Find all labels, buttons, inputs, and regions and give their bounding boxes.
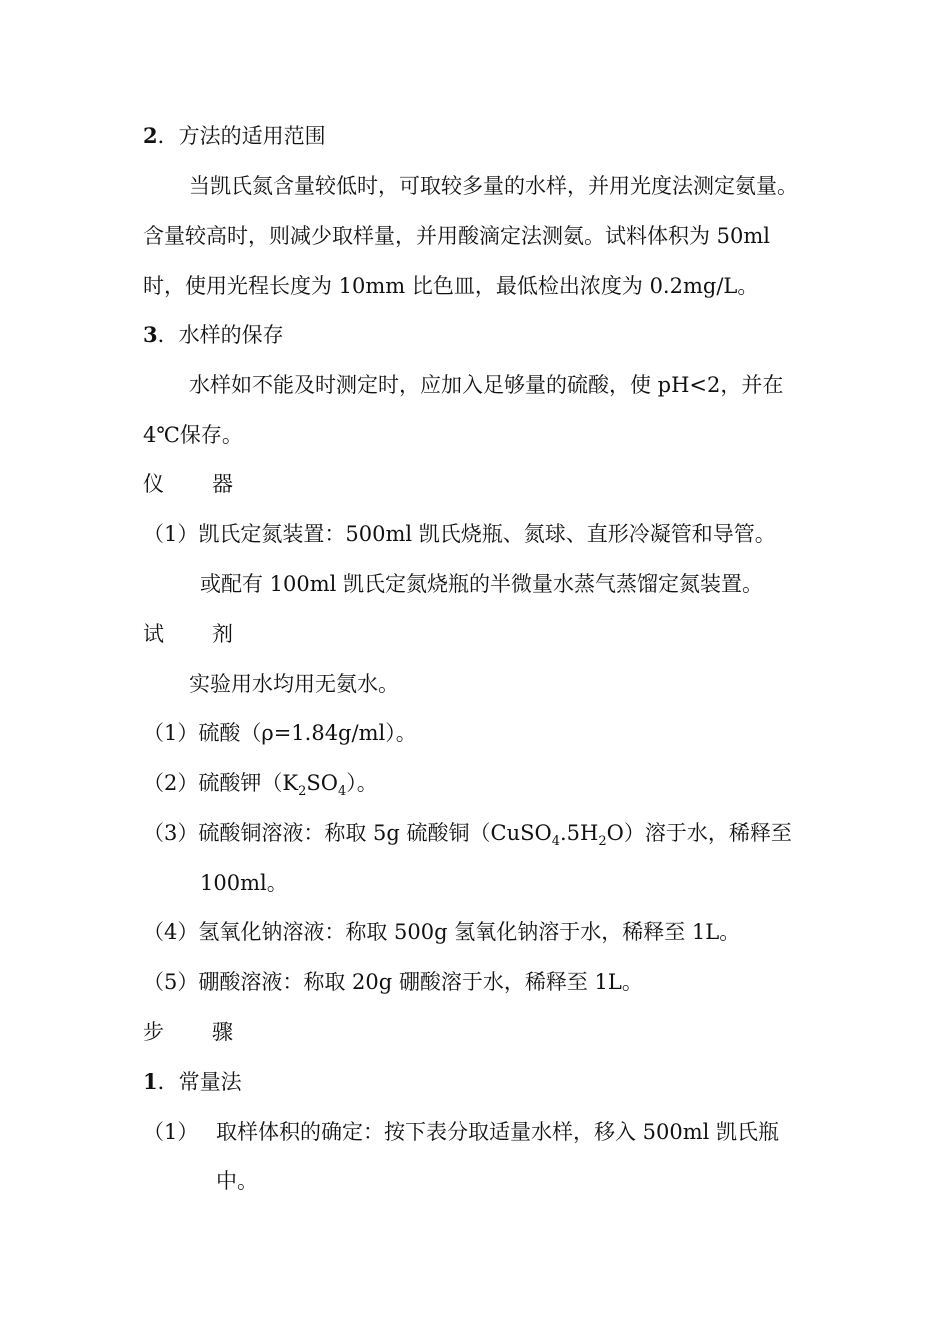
reagents-heading [143, 619, 233, 649]
subsection-heading [143, 1067, 242, 1097]
subscript: 2 [298, 784, 307, 799]
heading-char: 剂 [212, 622, 233, 646]
list-item-continuation: 或配有 100ml 凯氏定氮烧瓶的半微量水蒸气蒸馏定氮装置。 [200, 572, 764, 596]
list-item [143, 768, 378, 798]
subscript: 2 [598, 834, 607, 849]
list-item: （5）硼酸溶液：称取 20g 硼酸溶于水，稀释至 1L。 [143, 970, 643, 994]
section-number: 1 [143, 1069, 158, 1094]
section-title: ．方法的适用范围 [157, 124, 326, 148]
list-item [143, 1117, 198, 1147]
subscript: 4 [551, 834, 560, 849]
paragraph-line: 当凯氏氮含量较低时，可取较多量的水样，并用光度法测定氨量。 [189, 174, 798, 198]
section-number: 3 [143, 322, 158, 347]
paragraph-line: 4℃保存。 [143, 423, 243, 447]
steps-heading [143, 1017, 233, 1047]
paragraph-line: 含量较高时，则减少取样量，并用酸滴定法测氨。试料体积为 50ml [143, 224, 771, 248]
paragraph-line: 时，使用光程长度为 10mm 比色皿，最低检出浓度为 0.2mg/L。 [143, 274, 759, 298]
paragraph-line: 水样如不能及时测定时，应加入足够量的硫酸，使 pH<2，并在 [189, 373, 784, 397]
instruments-heading [143, 469, 233, 499]
text-run: .5H [560, 821, 599, 845]
list-item: （4）氢氧化钠溶液：称取 500g 氢氧化钠溶于水，稀释至 1L。 [143, 920, 741, 944]
heading-char: 骤 [212, 1020, 233, 1044]
section-number: 2 [143, 123, 158, 148]
text-run: O）溶于水，稀释至 [606, 821, 792, 845]
list-item-continuation: 100ml。 [200, 871, 288, 895]
paragraph-line: 实验用水均用无氨水。 [189, 672, 399, 696]
section-title: ．水样的保存 [157, 323, 284, 347]
heading-char: 试 [143, 622, 164, 646]
list-item-text: 取样体积的确定：按下表分取适量水样，移入 500ml 凯氏瓶 [216, 1120, 780, 1144]
text-run: SO [306, 771, 338, 795]
list-item-continuation: 中。 [216, 1169, 258, 1193]
heading-char: 步 [143, 1020, 164, 1044]
subscript: 4 [337, 784, 347, 799]
heading-char: 仪 [143, 472, 164, 496]
list-item: （1）凯氏定氮装置：500ml 凯氏烧瓶、氮球、直形冷凝管和导管。 [143, 522, 776, 546]
section-title: ．常量法 [157, 1070, 242, 1094]
section-3-heading [143, 320, 284, 350]
list-number: （1） [143, 1120, 199, 1144]
text-run: （2）硫酸钾（K [143, 771, 299, 795]
section-2-heading [143, 121, 326, 151]
heading-char: 器 [212, 472, 233, 496]
list-item [143, 818, 792, 848]
text-run: （3）硫酸铜溶液：称取 5g 硫酸铜（CuSO [143, 821, 552, 845]
text-run: ）。 [346, 771, 378, 795]
list-item: （1）硫酸（ρ=1.84g/ml）。 [143, 721, 417, 745]
